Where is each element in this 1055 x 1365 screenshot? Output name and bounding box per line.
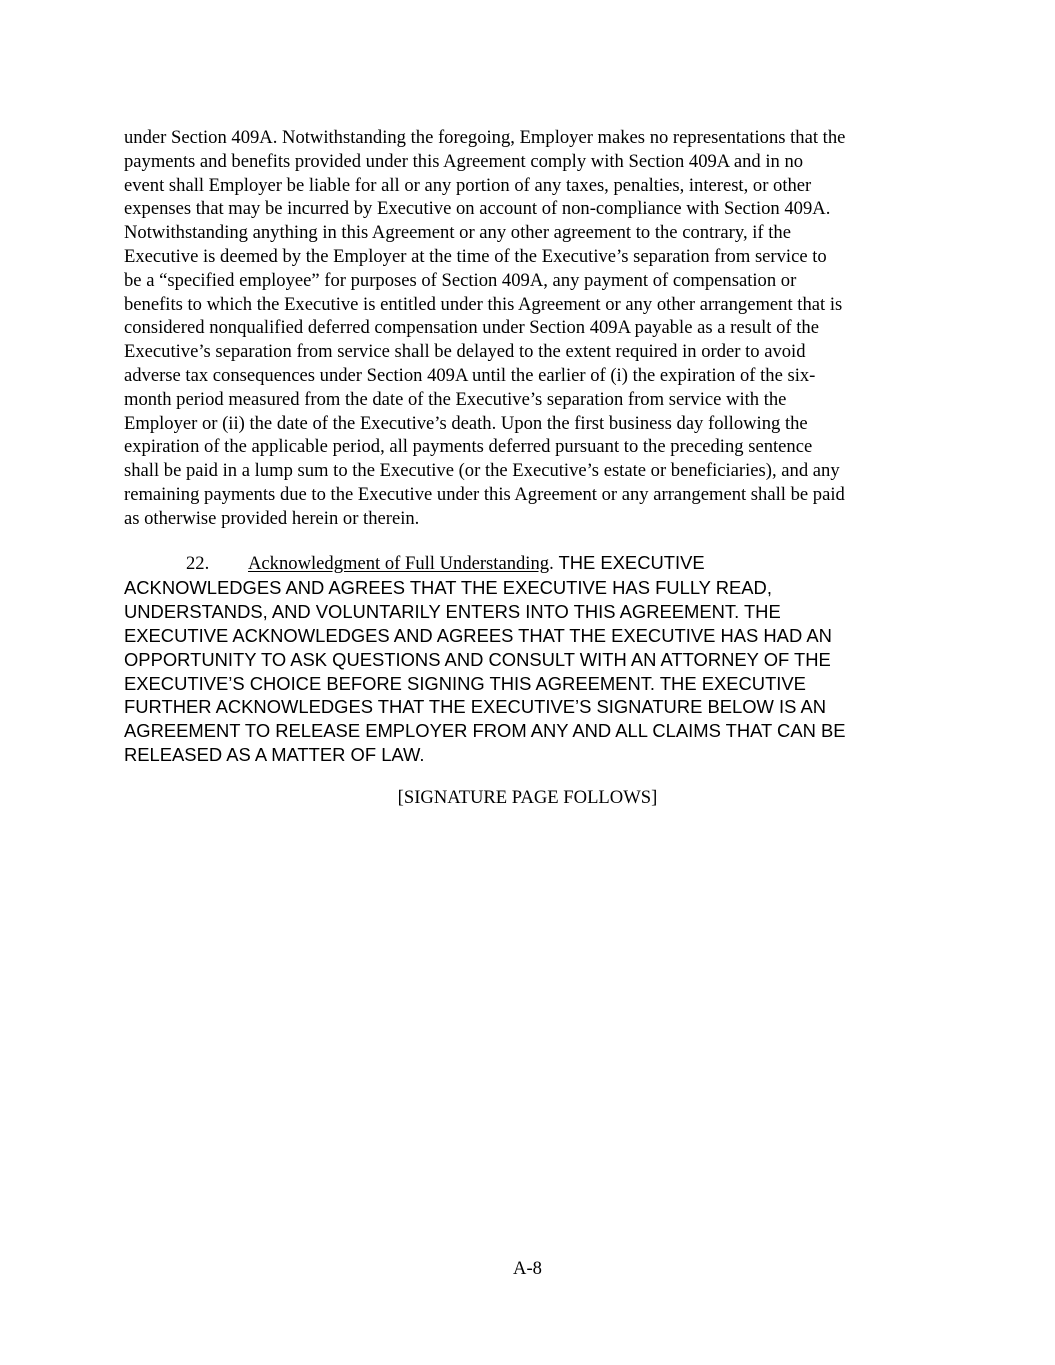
paragraph-line: month period measured from the date of the Executive’s separation from service with the <box>124 388 787 410</box>
paragraph-line: event shall Employer be liable for all or any portion of any taxes, penalties, interest, or other <box>124 174 812 196</box>
paragraph-line: Executive is deemed by the Employer at the time of the Executive’s separation from service to <box>124 245 827 267</box>
page-number: A-8 <box>513 1258 542 1279</box>
paragraph-line: as otherwise provided herein or therein. <box>124 507 420 529</box>
section-line: AGREEMENT TO RELEASE EMPLOYER FROM ANY AND ALL CLAIMS THAT CAN BE <box>124 720 846 742</box>
paragraph-line: considered nonqualified deferred compensation under Section 409A payable as a result of the <box>124 317 819 339</box>
paragraph-line: shall be paid in a lump sum to the Executive (or the Executive’s estate or beneficiaries), and any <box>124 460 840 482</box>
section-first-line <box>124 551 944 576</box>
paragraph-line: payments and benefits provided under this Agreement comply with Section 409A and in no <box>124 150 804 172</box>
section-first-line-text: THE EXECUTIVE <box>553 552 705 573</box>
paragraph-line: benefits to which the Executive is entitled under this Agreement or any other arrangement that is <box>124 293 843 315</box>
paragraph-line: under Section 409A. Notwithstanding the foregoing, Employer makes no representations that the <box>124 127 846 148</box>
section-line: ACKNOWLEDGES AND AGREES THAT THE EXECUTIVE HAS FULLY READ, <box>124 576 772 598</box>
signature-page-follows-note: [SIGNATURE PAGE FOLLOWS] <box>397 787 658 808</box>
paragraph-line: Executive’s separation from service shall be delayed to the extent required in order to avoid <box>124 341 806 363</box>
paragraph-line: expiration of the applicable period, all payments deferred pursuant to the preceding sentence <box>124 436 813 458</box>
section-line: UNDERSTANDS, AND VOLUNTARILY ENTERS INTO THIS AGREEMENT. THE <box>124 600 781 622</box>
paragraph-line: Notwithstanding anything in this Agreement or any other agreement to the contrary, if the <box>124 222 791 244</box>
section-number: 22. <box>186 553 210 574</box>
section-22-acknowledgment <box>124 551 944 767</box>
section-line: EXECUTIVE’S CHOICE BEFORE SIGNING THIS AGREEMENT. THE EXECUTIVE <box>124 672 806 694</box>
paragraph-section-409a <box>124 126 932 531</box>
paragraph-line: Employer or (ii) the date of the Executive’s death. Upon the first business day following the <box>124 412 808 434</box>
section-line: FURTHER ACKNOWLEDGES THAT THE EXECUTIVE’S SIGNATURE BELOW IS AN <box>124 696 827 718</box>
paragraph-line: be a “specified employee” for purposes of Section 409A, any payment of compensation or <box>124 269 797 291</box>
section-heading-punctuation: . <box>549 553 554 574</box>
section-heading: Acknowledgment of Full Understanding <box>248 553 550 574</box>
section-line: OPPORTUNITY TO ASK QUESTIONS AND CONSULT WITH AN ATTORNEY OF THE <box>124 648 831 670</box>
paragraph-line: remaining payments due to the Executive under this Agreement or any arrangement shall be paid <box>124 483 845 505</box>
section-line: EXECUTIVE ACKNOWLEDGES AND AGREES THAT THE EXECUTIVE HAS HAD AN <box>124 624 832 646</box>
paragraph-line: adverse tax consequences under Section 409A until the earlier of (i) the expiration of the six- <box>124 364 816 386</box>
paragraph-line: expenses that may be incurred by Executive on account of non-compliance with Section 409A. <box>124 198 831 220</box>
section-line: RELEASED AS A MATTER OF LAW. <box>124 744 425 766</box>
